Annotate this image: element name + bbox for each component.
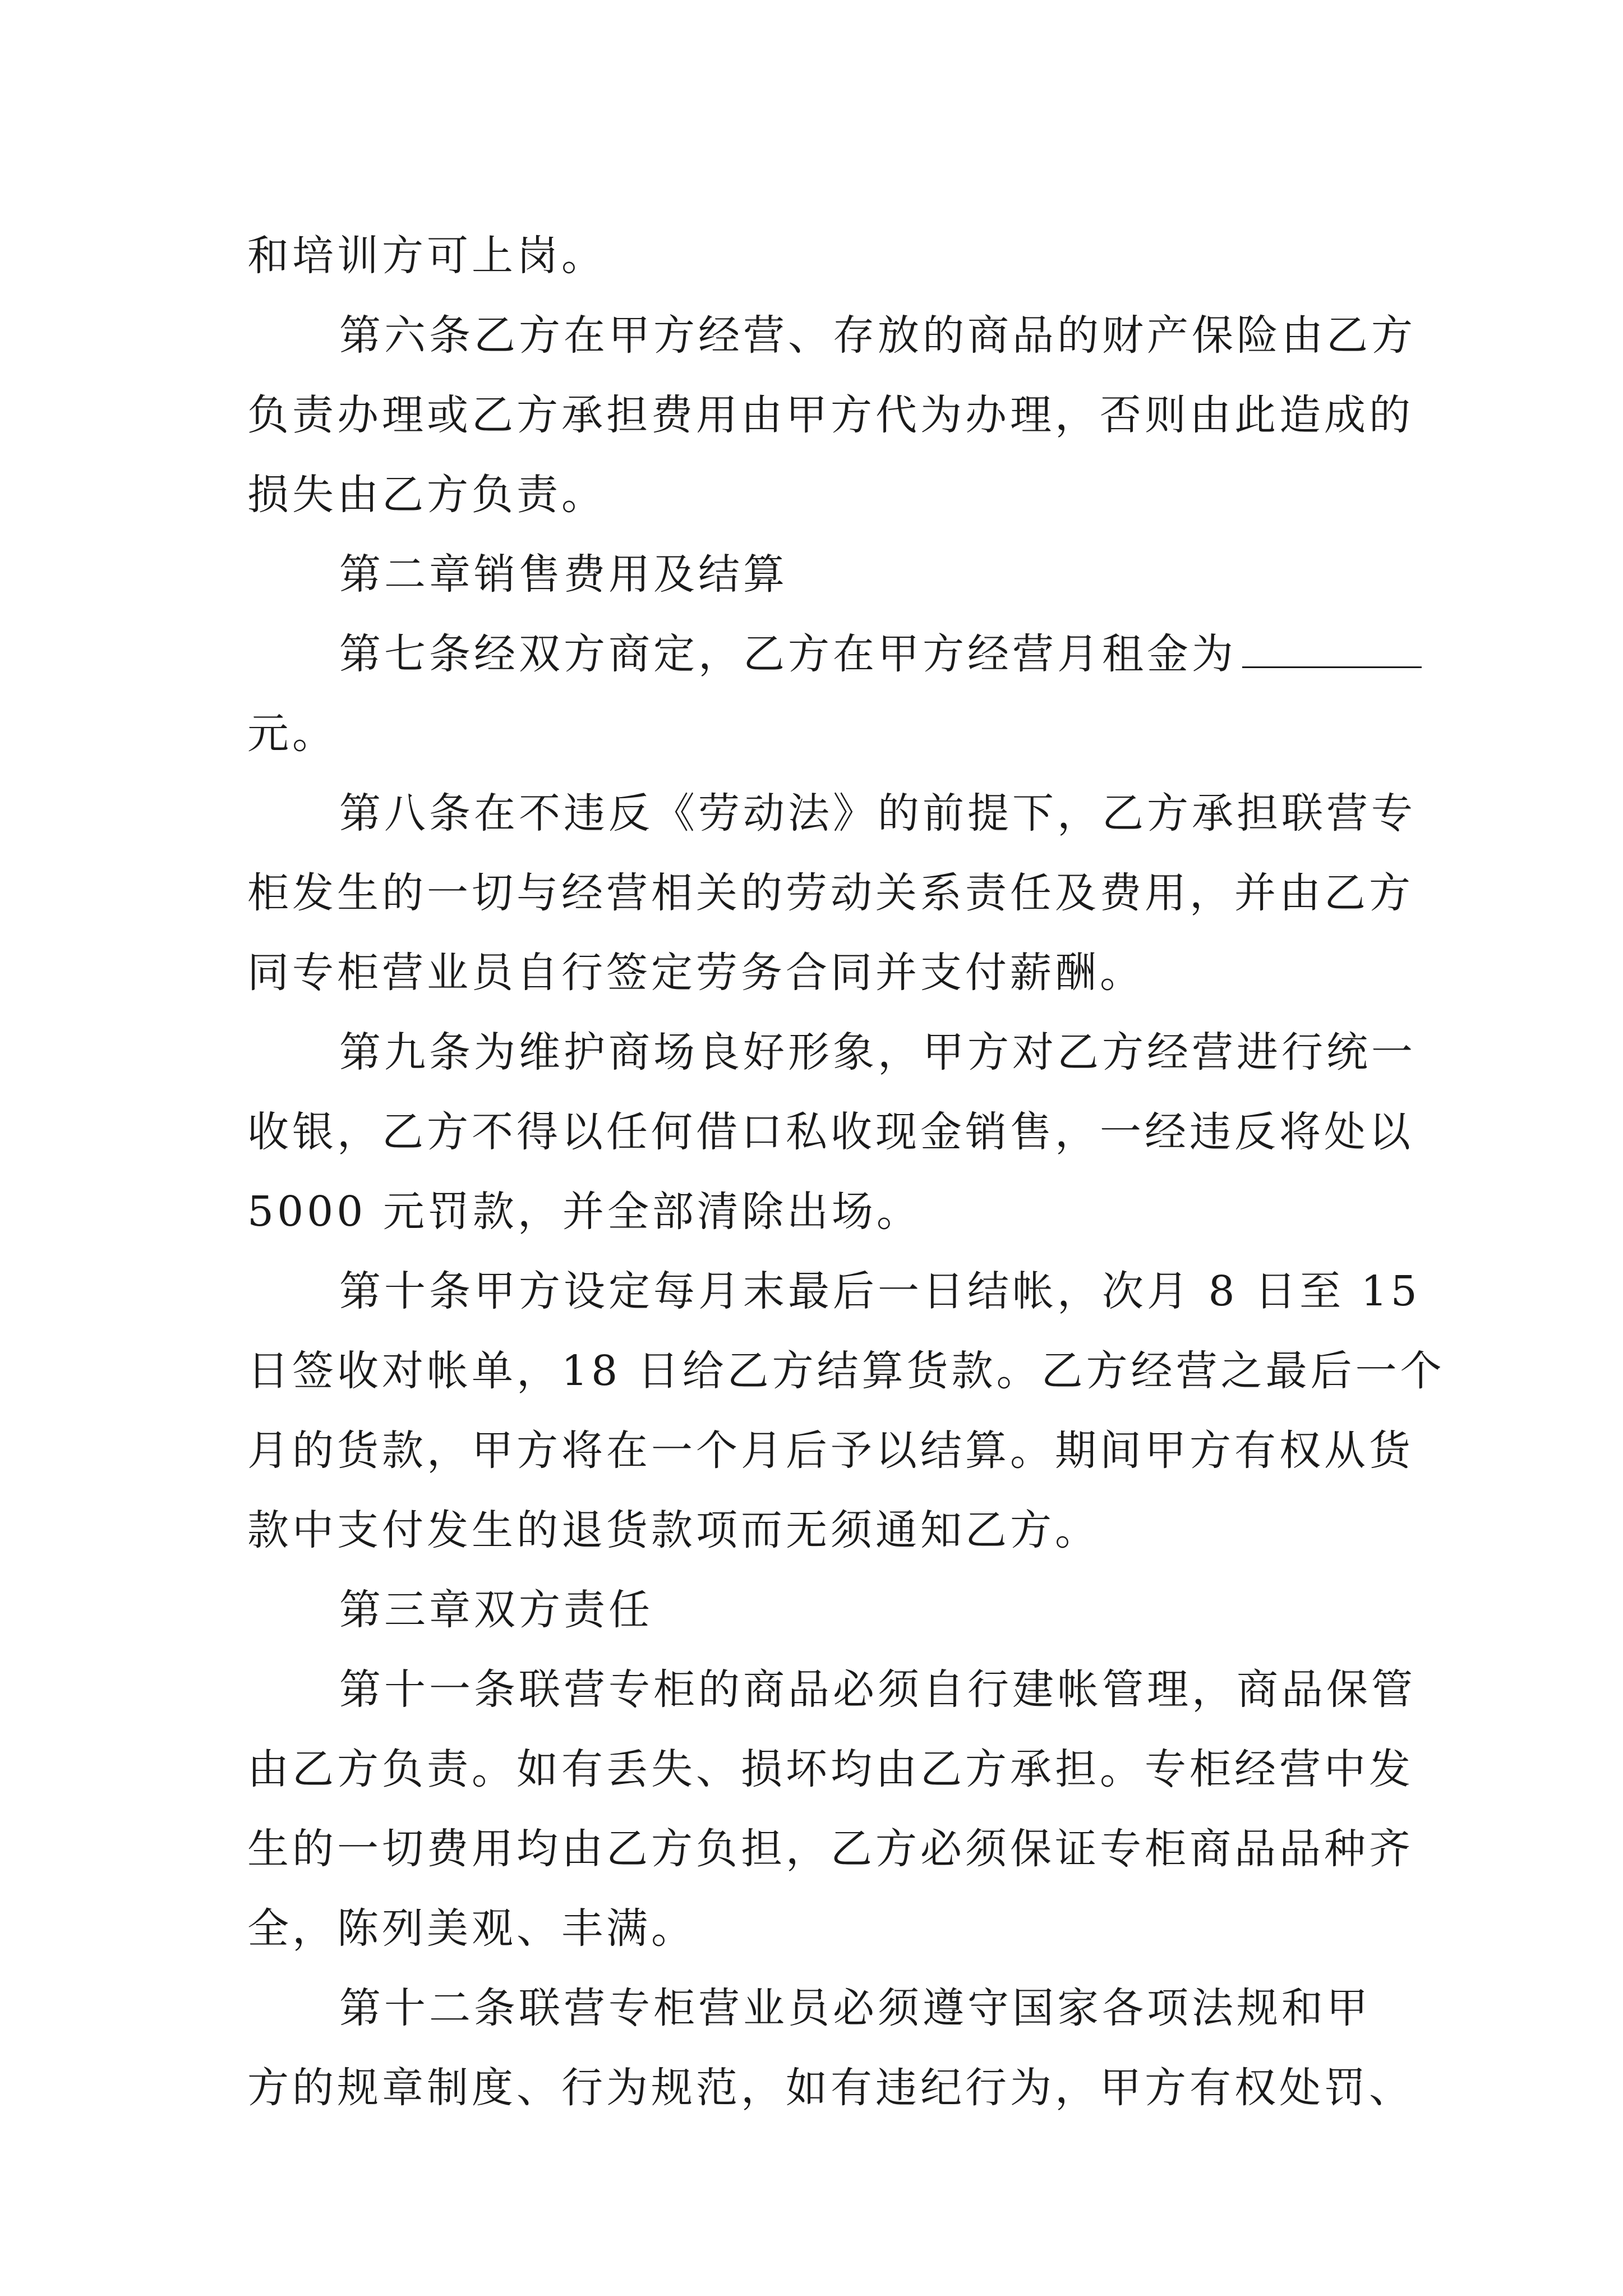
text-line: 负责办理或乙方承担费用由甲方代为办理，否则由此造成的 [247,391,1414,439]
text-line: 日签收对帐单，18 日给乙方结算货款。乙方经营之最后一个 [247,1347,1445,1395]
text-line: 和培训方可上岗。 [247,232,606,280]
text-line: 方的规章制度、行为规范，如有违纪行为，甲方有权处罚、 [247,2064,1414,2112]
fill-in-blank [1242,625,1422,668]
text-line: 第六条乙方在甲方经营、存放的商品的财产保险由乙方 [339,311,1416,360]
text-line: 款中支付发生的退货款项而无须通知乙方。 [247,1506,1100,1554]
text-line: 柜发生的一切与经营相关的劳动关系责任及费用，并由乙方 [247,869,1414,917]
text-line: 损失由乙方负责。 [247,471,606,519]
text-line: 由乙方负责。如有丢失、损坏均由乙方承担。专柜经营中发 [247,1745,1414,1793]
text-line: 元。 [247,710,337,758]
text-line: 第十一条联营专柜的商品必须自行建帐管理，商品保管 [339,1665,1416,1714]
text-line: 第八条在不违反《劳动法》的前提下，乙方承担联营专 [339,789,1416,838]
text-line: 第十二条联营专柜营业员必须遵守国家各项法规和甲 [339,1984,1371,2032]
text-line: 生的一切费用均由乙方负担，乙方必须保证专柜商品品种齐 [247,1825,1414,1873]
text-line: 收银，乙方不得以任何借口私收现金销售，一经违反将处以 [247,1108,1414,1156]
chapter-heading: 第二章销售费用及结算 [339,550,788,599]
text-line: 月的货款，甲方将在一个月后予以结算。期间甲方有权从货 [247,1427,1414,1475]
text-line-with-blank [247,614,1375,694]
text-line: 第十条甲方设定每月末最后一日结帐，次月 8 日至 15 [339,1267,1421,1315]
text-line: 第七条经双方商定，乙方在甲方经营月租金为 [339,630,1237,678]
text-line: 全，陈列美观、丰满。 [247,1904,696,1953]
text-line: 第九条为维护商场良好形象，甲方对乙方经营进行统一 [339,1028,1416,1076]
text-line: 同专柜营业员自行签定劳务合同并支付薪酬。 [247,949,1145,997]
document-body [247,216,1445,2128]
text-line: 5000 元罚款，并全部清除出场。 [247,1188,921,1236]
chapter-heading: 第三章双方责任 [339,1586,653,1634]
